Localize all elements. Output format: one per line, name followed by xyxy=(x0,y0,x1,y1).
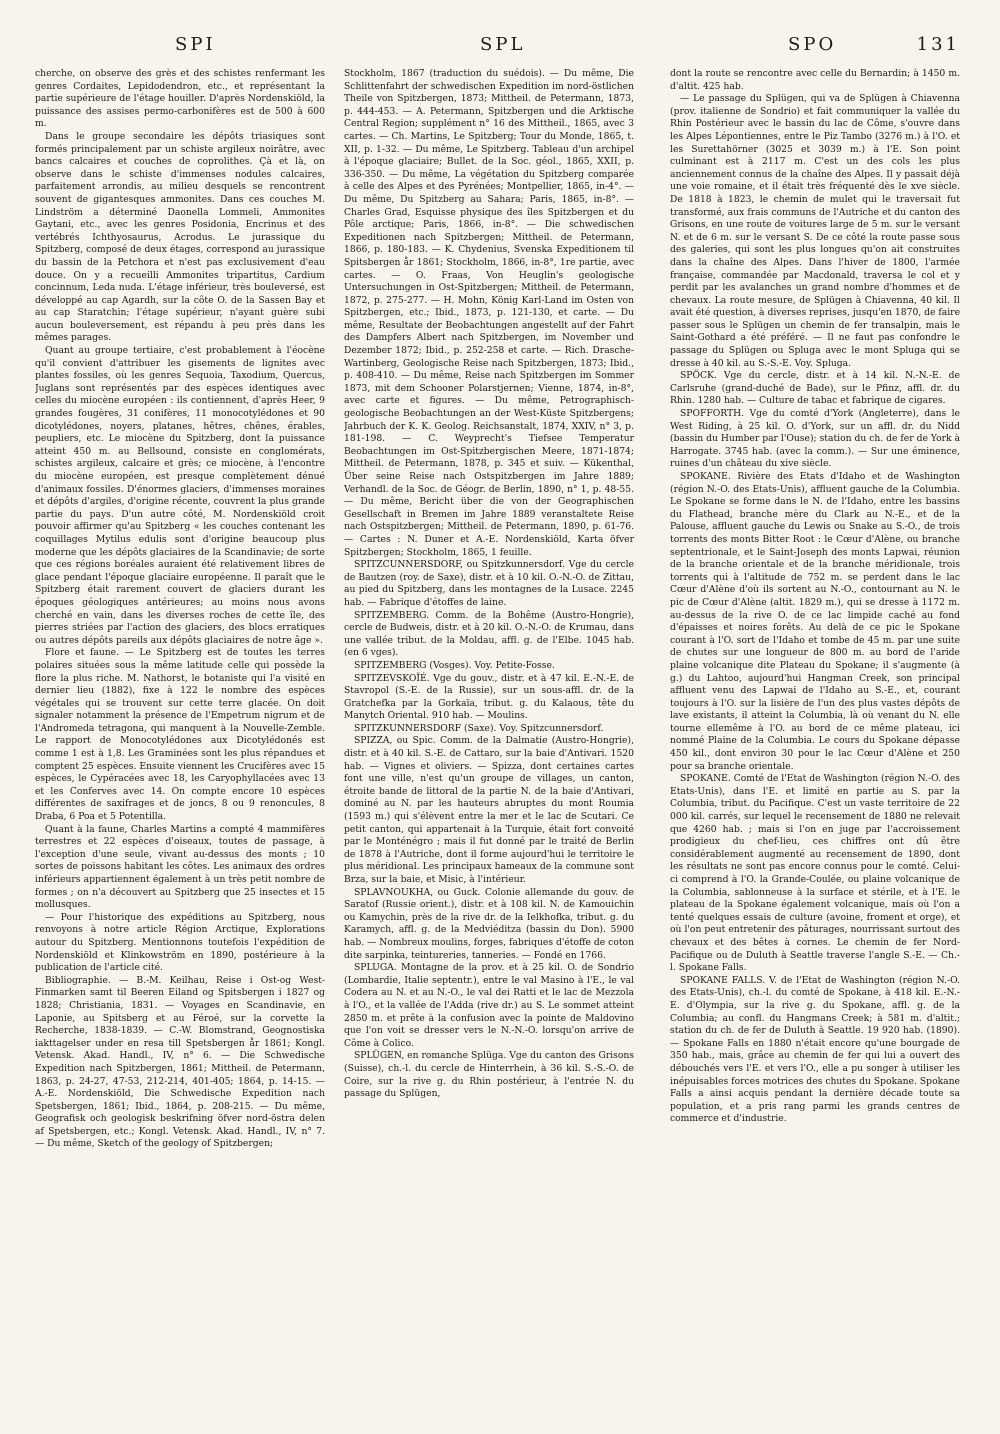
paragraph: Quant au groupe tertiaire, c'est probablement à l'éocène qu'il convient d'attribuer les gisements de lignites avec plantes fossiles, où les genres Sequoia, Taxodium, Quercus, Juglans sont représentés par des espèces identiques avec celles du miocène européen : ils contiennent, d'après Heer, 9 grandes fougères, 31 conifères, 11 monocotylédones et 90 dicotylédones, noyers, platanes, hêtres, chênes, érables, peupliers, etc. Le miocène du Spitzberg, dont la puissance atteint 450 m. au Bellsound, consiste en conglomérats, schistes argileux, calcaire et grès; ce miocène, à l'encontre du miocène européen, est presque complètement dénué d'animaux fossiles. D'énormes glaciers, d'immenses moraines et dépôts d'argiles, d'origine récente, couvrent la plus grande partie du pays. D'un autre côté, M. Nordenskiöld croit pouvoir affirmer qu'au Spitzberg « les couches contenant les coquillages Mytilus edulis sont d'origine beaucoup plus moderne que les dépôts glaciaires de la Scandinavie; de sorte que ces régions boréales auraient été relativement libres de glace pendant l'époque glaciaire européenne. Il paraît que le Spitzberg était rarement couvert de glaciers durant les époques géologiques antérieures; au moins nous avons cherché en vain, dans les diverses roches de cette île, des pierres striées par l'action des glaciers, des blocs erratiques ou autres dépôts pareils aux dépôts glaciaires de notre âge ». xyxy=(35,345,325,646)
page-number: 131 xyxy=(916,34,960,55)
dictionary-entry: SPOKANE. Rivière des Etats d'Idaho et de Washington (région N.-O. des Etats-Unis), affluent gauche de la Columbia. Le Spokane se forme dans le N. de l'Idaho, entre les bassins du Flathead, branche mère du Clark au N.-E., et de la Palouse, affluent gauche du Lewis ou Snake au S.-O., de trois torrents des monts Bitter Root : le Cœur d'Alène, ou branche septentrionale, et le Saint-Joseph des monts Lapwai, réunion de la branche orientale et de la branche méridionale, trois torrents qui à l'altitude de 752 m. se perdent dans le lac Cœur d'Alène d'où ils sortent au N.-O., contournant au N. le pic de Cœur d'Alène (altit. 1829 m.), qui se dresse à 1172 m. au-dessus de la rive O. de ce lac limpide caché au fond d'épaisses et noires forêts. Au delà de ce pic le Spokane courant à l'O. sort de l'Idaho et tombe de 45 m. par une suite de chutes sur une longueur de 800 m. au bord de l'aride plaine volcanique dite Plateau du Spokane; il s'augmente (à g.) du Lahtoo, aujourd'hui Hangman Creek, son principal affluent venu des Lapwai de l'Idaho au S.-E., et, courant toujours à l'O. sur la lisière de l'un des plus vastes dépôts de lave existants, il atteint la Columbia, là où venant du N. elle tourne ellemême à l'O. au bord de ce même plateau, ici nommé Plaine de la Columbia. Le cours du Spokane dépasse 450 kil., dont environ 30 pour le lac Cœur d'Alène et 250 pour sa branche orientale. xyxy=(670,471,960,772)
dictionary-entry: SPLUGA. Montagne de la prov. et à 25 kil. O. de Sondrio (Lombardie, Italie septentr.), entre le val Masino à l'E., le val Codera au N. et au N.-O., le val dei Ratti et le lac de Mezzola à l'O., et la vallée de l'Adda (rive dr.) au S. Le sommet atteint 2850 m. et prête à la confusion avec la pointe de Maldovino que l'on voit se dresser vers le N.-N.-O. lorsqu'on arrive de Côme à Colico. xyxy=(344,962,634,1049)
paragraph: Stockholm, 1867 (traduction du suédois). — Du même, Die Schlittenfahrt der schwedischen Expedition im nord-östlichen Theile von Spitzbergen, 1873; Mittheil. de Petermann, 1873, p. 444-453. — A. Petermann, Spitzbergen und die Arktische Central Region; supplément n° 16 des Mittheil., 1865, avec 3 cartes. — Ch. Martins, Le Spitzberg; Tour du Monde, 1865, t. XII, p. 1-32. — Du même, Le Spitzberg. Tableau d'un archipel à l'époque glaciaire; Bullet. de la Soc. géol., 1865, XXII, p. 336-350. — Du même, La végétation du Spitzberg comparée à celle des Alpes et des Pyrénées; Montpellier, 1865, in-4°. — Du même, Du Spitzberg au Sahara; Paris, 1865, in-8°. — Charles Grad, Esquisse physique des îles Spitzbergen et du Pôle arctique; Paris, 1866, in-8°. — Die schwedischen Expeditionen nach Spitzbergen; Mittheil. de Petermann, 1866, p. 180-183. — K. Chydenius, Svenska Expeditionem til Spitsbergen år 1861; Stockholm, 1866, in-8°, 1re partie, avec cartes. — O. Fraas, Von Heuglin's geologische Untersuchungen in Ost-Spitzbergen; Mittheil. de Petermann, 1872, p. 275-277. — H. Mohn, König Karl-Land im Osten von Spitzbergen, etc.; Ibid., 1873, p. 121-130, et carte. — Du même, Resultate der Beobachtungen angestellt auf der Fahrt des Dampfers Albert nach Spitzbergen, im November und Dezember 1872; Ibid., p. 252-258 et carte. — Rich. Drasche-Wartinberg, Geologische Reise nach Spitzbergen, 1873; Ibid., p. 408-410. — Du même, Reise nach Spitzbergen im Sommer 1873, mit dem Schooner Polarstjernen; Vienne, 1874, in-8°, avec carte et figures. — Du même, Petrographisch-geologische Beobachtungen an der West-Küste Spitzbergens; Jahrbuch der K. K. Geolog. Reichsanstalt, 1874, XXIV, n° 3, p. 181-198. — C. Weyprecht's Tiefsee Temperatur Beobachtungen im Ost-Spitzbergischen Meere, 1871-1874; Mittheil. de Petermann, 1878, p. 345 et suiv. — Kükenthal, Über seine Reise nach Ostspitzbergen im Jahre 1889; Verhandl. de la Soc. de Géogr. de Berlin, 1890, n° 1, p. 48-55. — Du même, Bericht über die von der Geographischen Gesellschaft in Bremen im Jahre 1889 veranstaltete Reise nach Ostspitzbergen; Mittheil. de Petermann, 1890, p. 61-76. — Cartes : N. Duner et A.-E. Nordenskiöld, Karta öfver Spitzbergen; Stockholm, 1865, 1 feuille. xyxy=(344,68,634,558)
paragraph: Dans le groupe secondaire les dépôts triasiques sont formés principalement par un schiste argileux noirâtre, avec bancs calcaires et couches de coprolithes. Çà et là, on observe dans le schiste d'immenses nodules calcaires, parfaitement arrondis, au milieu desquels se rencontrent souvent de gigantesques ammonites. Dans ces couches M. Lindström a déterminé Daonella Lommeli, Ammonites Gaytani, etc., avec les genres Posidonia, Encrinus et des vertébrés Ichthyosaurus, Acrodus. Le jurassique du Spitzberg, composé de deux étages, correspond au jurassique du bassin de la Petchora et n'est pas exclusivement d'eau douce. On y a recueilli Ammonites tripartitus, Cardium concinnum, Leda nuda. L'étage inférieur, très bouleversé, est développé au cap Agardh, sur la côte O. de la Sassen Bay et au cap Staratchin; l'étage supérieur, n'ayant guère subi aucun bouleversement, est répandu à peu près dans les mêmes parages. xyxy=(35,130,325,344)
column-right xyxy=(670,68,960,1408)
paragraph: dont la route se rencontre avec celle du Bernardin; à 1450 m. d'altit. 425 hab. xyxy=(670,68,960,92)
paragraph: — Le passage du Splügen, qui va de Splügen à Chiavenna (prov. italienne de Sondrio) et fait communiquer la vallée du Rhin Postérieur avec le bassin du lac de Côme, s'ouvre dans les Alpes Lépontiennes, entre le Piz Tambo (3276 m.) à l'O. et les Surettahörner (3025 et 3039 m.) à l'E. Son point culminant est à 2117 m. C'est un des cols les plus anciennement connus de la chaîne des Alpes. Il y passait déjà une voie romaine, et il était très fréquenté dès le xve siècle. De 1818 à 1823, le chemin de mulet qui le traversait fut transformé, aux frais communs de l'Autriche et du canton des Grisons, en une route de voitures large de 5 m. sur le versant N. et de 6 m. sur le versant S. De ce côté la route passe sous des galeries, qui sont les plus longues qu'on ait construites dans la chaîne des Alpes. Dans l'hiver de 1800, l'armée française, commandée par Macdonald, traversa le col et y perdit par les avalanches un grand nombre d'hommes et de chevaux. La route mesure, de Splügen à Chiavenna, 40 kil. Il avait été question, à diverses reprises, jusqu'en 1870, de faire passer sous le Splügen un chemin de fer transalpin, mais le Saint-Gothard a été préféré. — Il ne faut pas confondre le passage du Splügen ou Spluga avec le mont Spluga qui se dresse à 40 kil. au S.-S.-E. Voy. Spluga. xyxy=(670,93,960,369)
dictionary-entry: SPOKANE FALLS. V. de l'Etat de Washington (région N.-O. des Etats-Unis), ch.-l. du comté de Spokane, à 418 kil. E.-N.-E. d'Olympia, sur la rive g. du Spokane, affl. g. de la Columbia; au confl. du Hangmans Creek; à 581 m. d'altit.; station du ch. de fer de Duluth à Seattle. 19 920 hab. (1890). — Spokane Falls en 1880 n'était encore qu'une bourgade de 350 hab., mais, grâce au chemin de fer qui lui a ouvert des débouchés vers l'E. et vers l'O., elle a pu songer à utiliser les inépuisables forces motrices des chutes du Spokane. Spokane Falls a ainsi acquis pendant la dernière décade toute sa population, et a pris rang parmi les grands centres de commerce et d'industrie. xyxy=(670,974,960,1125)
dictionary-entry: SPOFFORTH. Vge du comté d'York (Angleterre), dans le West Riding, à 25 kil. O. d'York, sur un affl. dr. du Nidd (bassin du Humber par l'Ouse); station du ch. de fer de York à Harrogate. 3745 hab. (avec la comm.). — Sur une éminence, ruines d'un château du xive siècle. xyxy=(670,408,960,470)
dictionary-entry: SPLAVNOUKHA, ou Guck. Colonie allemande du gouv. de Saratof (Russie orient.), distr. et à 108 kil. N. de Kamouichin ou Kamychin, près de la rive dr. de la Ielkhofka, tribut. g. du Karamych, affl. g. de la Medviéditza (bassin du Don). 5900 hab. — Nombreux moulins, forges, fabriques d'étoffe de coton dite sarpinka, teintureries, tanneries. — Fondé en 1766. xyxy=(344,886,634,961)
column-left xyxy=(35,68,325,1408)
dictionary-entry: SPIZZA, ou Spic. Comm. de la Dalmatie (Austro-Hongrie), distr. et à 40 kil. S.-E. de Cattaro, sur la baie d'Antivari. 1520 hab. — Vignes et oliviers. — Spizza, dont certaines cartes font une ville, n'est qu'un groupe de villages, un canton, étroite bande de littoral de la partie N. de la baie d'Antivari, dominé au N. par les hauteurs abruptes du mont Roumia (1593 m.) qui s'élèvent entre la mer et le lac de Scutari. Ce petit canton, qui appartenait à la Turquie, était fort convoité par le Monténégro ; mais il fut donné par le traité de Berlin de 1878 à l'Autriche, dont il forme aujourd'hui le territoire le plus méridional. Les principaux hameaux de la commune sont Brza, sur la baie, et Misic, à l'intérieur. xyxy=(344,735,634,885)
paragraph: Quant à la faune, Charles Martins a compté 4 mammifères terrestres et 22 espèces d'oiseaux, toutes de passage, à l'exception d'une seule, vivant au-dessus des monts ; 10 sortes de poissons habitant les côtes. Les animaux des ordres inférieurs appartiennent également à un très petit nombre de formes ; on n'a découvert au Spitzberg que 25 insectes et 15 mollusques. xyxy=(35,823,325,911)
header-center-keyword: SPL xyxy=(480,34,526,55)
dictionary-entry: SPITZKUNNERSDORF (Saxe). Voy. Spitzcunnersdorf. xyxy=(354,722,604,734)
dictionary-entry: SPITZEMBERG (Vosges). Voy. Petite-Fosse. xyxy=(354,659,555,671)
dictionary-entry: SPITZEVSKOÏÉ. Vge du gouv., distr. et à 47 kil. E.-N.-E. de Stavropol (S.-E. de la Russie), sur un sous-affl. dr. de la Gratchefka par la Gorkaïa, tribut. g. du Kalaous, tête du Manytch Oriental. 910 hab. — Moulins. xyxy=(344,672,634,722)
bibliography: Bibliographie. — B.-M. Keilhau, Reise i Ost-og West-Finmarken samt til Beeren Eiland og Spitsbergen i 1827 og 1828; Christiania, 1831. — Voyages en Scandinavie, en Laponie, au Spitsberg et au Féroé, sur la corvette la Recherche, 1838-1839. — C.-W. Blomstrand, Geognostiska iakttagelser under en resa till Spetsbergen år 1861; Kongl. Vetensk. Akad. Handl., IV, n° 6. — Die Schwedische Expedition nach Spitzbergen, 1861; Mittheil. de Petermann, 1863, p. 24-27, 47-53, 212-214, 401-405; 1864, p. 14-15. — A.-E. Nordenskiöld, Die Schwedische Expedition nach Spetsbergen, 1861; Ibid., 1864, p. 208-215. — Du même, Geografisk och geologisk beskrifning öfver nord-östra delen af Spetsbergen, etc.; Kongl. Vetensk. Akad. Handl., IV, n° 7. — Du même, Sketch of the geology of Spitzbergen; xyxy=(35,974,325,1150)
running-header xyxy=(40,34,960,64)
paragraph: — Pour l'historique des expéditions au Spitzberg, nous renvoyons à notre article Région Arctique, Explorations autour du Spitzberg. Mentionnons toutefois l'expédition de Nordenskiöld et Klinkowström en 1890, postérieure à la publication de l'article cité. xyxy=(35,911,325,974)
column-middle xyxy=(344,68,634,1408)
header-right-keyword: SPO xyxy=(788,34,837,55)
paragraph: Flore et faune. — Le Spitzberg est de toutes les terres polaires situées sous la même latitude celle qui possède la flore la plus riche. M. Nathorst, le botaniste qui l'a visité en dernier lieu (1882), fixe à 122 le nombre des espèces végétales qui se trouvent sur cette terre glacée. On doit signaler notamment la présence de l'Empetrum nigrum et de l'Andromeda tetragona, qui manquent à la Nouvelle-Zemble. Le rapport de Monocotylédones aux Dicotylédonés est comme 1 est à 1,8. Les Graminées sont les plus répandues et comptent 25 espèces. Ensuite viennent les Crucifères avec 15 espèces, le Cypéracées avec 18, les Caryophyllacées avec 13 et les Conferves avec 14. On compte encore 10 espèces différentes de saxifrages et de joncs, 8 ou 9 renoncules, 8 Draba, 6 Poa et 5 Potentilla. xyxy=(35,647,325,823)
dictionary-entry: SPITZCUNNERSDORF, ou Spitzkunnersdorf. Vge du cercle de Bautzen (roy. de Saxe), distr. et à 10 kil. O.-N.-O. de Zittau, au pied du Spitzberg, dans les montagnes de la Lusace. 2245 hab. — Fabrique d'étoffes de laine. xyxy=(344,559,634,608)
dictionary-entry: SPOKANE. Comté de l'Etat de Washington (région N.-O. des Etats-Unis), dans l'E. et limité en partie au S. par la Columbia, tribut. du Pacifique. C'est un vaste territoire de 22 000 kil. carrés, sur lequel le recensement de 1880 ne relevait que 4260 hab. ; mais si l'on en juge par l'accroissement prodigieux du chef-lieu, ces chiffres ont dû être considérablement augmenté au recensement de 1890, dont les résultats ne sont pas encore connus pour le comté. Celui-ci comprend à l'O. la Grande-Coulée, ou plaine volcanique de la Columbia, sablonneuse à la surface et stérile, et à l'E. le plateau de la Spokane également volcanique, mais où l'on a tenté quelques essais de culture (avoine, froment et orge), et où l'on peut entretenir des pâturages, nourrissant surtout des chevaux et des bêtes à cornes. Le chemin de fer Nord-Pacifique ou de Duluth à Seattle traverse l'angle S.-E. — Ch.-l. Spokane Falls. xyxy=(670,773,960,974)
header-left-keyword: SPI xyxy=(175,34,216,55)
paragraph: cherche, on observe des grès et des schistes renfermant les genres Cordaites, Lepidodendron, etc., et représentant la partie supérieure de l'étage houiller. D'après Nordenskiöld, la puissance des assises permo-carbonifères est de 500 à 600 m. xyxy=(35,68,325,130)
dictionary-entry: SPÖCK. Vge du cercle, distr. et à 14 kil. N.-N.-E. de Carlsruhe (grand-duché de Bade), sur le Pfinz, affl. dr. du Rhin. 1280 hab. — Culture de tabac et fabrique de cigares. xyxy=(670,370,960,407)
dictionary-entry: SPLÜGEN, en romanche Splüga. Vge du canton des Grisons (Suisse), ch.-l. du cercle de Hinterrhein, à 36 kil. S.-S.-O. de Coire, sur la rive g. du Rhin postérieur, à l'entrée N. du passage du Splügen, xyxy=(344,1050,634,1100)
dictionary-entry: SPITZEMBERG. Comm. de la Bohême (Austro-Hongrie), cercle de Budweis, distr. et à 20 kil. O.-N.-O. de Krumau, dans une vallée tribut. de la Moldau, affl. g. de l'Elbe. 1045 hab. (en 6 vges). xyxy=(344,609,634,659)
